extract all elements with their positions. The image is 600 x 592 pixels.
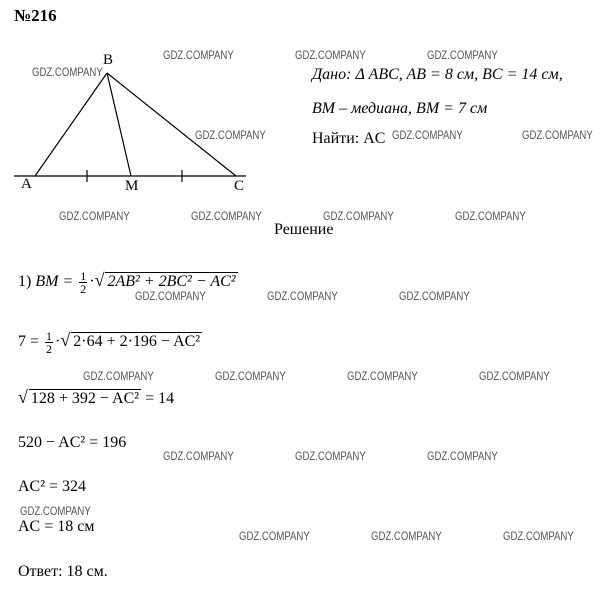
vertex-c-label: C: [234, 178, 245, 194]
step-1-denominator: 2: [80, 282, 87, 296]
vertex-a-label: A: [21, 176, 32, 192]
step-2-lhs: 7 =: [18, 333, 40, 351]
median-bm: [107, 73, 131, 176]
watermark: GDZ.COMPANY: [427, 48, 498, 62]
watermark: GDZ.COMPANY: [215, 369, 286, 383]
step-1-prefix: 1): [18, 273, 32, 291]
watermark: GDZ.COMPANY: [267, 289, 338, 303]
step-2-dot: ·: [55, 333, 61, 351]
step-1-radicand: 2AB² + 2BC² − AC²: [107, 273, 236, 291]
watermark: GDZ.COMPANY: [347, 369, 418, 383]
watermark: GDZ.COMPANY: [455, 209, 526, 223]
watermark: GDZ.COMPANY: [83, 369, 154, 383]
step-3: [18, 387, 174, 408]
step-6: AC = 18 см: [18, 518, 95, 535]
watermark: GDZ.COMPANY: [59, 209, 130, 223]
watermark: GDZ.COMPANY: [195, 128, 266, 142]
step-5: AC² = 324: [18, 478, 87, 495]
solution-heading: Решение: [274, 221, 334, 238]
sqrt-sign: √: [18, 387, 28, 407]
step-1-dot: ·: [89, 273, 95, 291]
watermark: GDZ.COMPANY: [295, 449, 366, 463]
step-2-numerator: 1: [46, 329, 53, 343]
answer: Ответ: 18 см.: [18, 563, 108, 580]
given-line-1: Дано: Δ ABC, AB = 8 см, BC = 14 см,: [312, 66, 563, 83]
watermark: GDZ.COMPANY: [371, 529, 442, 543]
step-2-radicand: 2·64 + 2·196 − AC²: [73, 333, 201, 351]
step-2-fraction: [45, 330, 53, 355]
watermark: GDZ.COMPANY: [427, 449, 498, 463]
watermark: GDZ.COMPANY: [392, 128, 463, 142]
step-4: 520 − AC² = 196: [18, 434, 127, 451]
sqrt-sign: √: [60, 330, 71, 351]
watermark: GDZ.COMPANY: [163, 449, 234, 463]
step-2: [18, 330, 202, 355]
find-line: Найти: AC: [312, 130, 386, 147]
watermark: GDZ.COMPANY: [323, 209, 394, 223]
watermark: GDZ.COMPANY: [239, 529, 310, 543]
side-ab: [35, 73, 107, 176]
step-1-numerator: 1: [80, 269, 87, 283]
step-3-rhs: = 14: [145, 390, 175, 407]
problem-number: №216: [14, 6, 57, 25]
watermark: GDZ.COMPANY: [20, 504, 91, 518]
vertex-m-label: M: [125, 178, 139, 194]
triangle-diagram: [0, 0, 300, 210]
watermark: GDZ.COMPANY: [163, 48, 234, 62]
step-1-fraction: [79, 270, 87, 295]
step-1-lhs: BM =: [35, 273, 74, 291]
step-3-radicand: 128 + 392 − AC²: [30, 390, 140, 407]
side-bc: [107, 73, 236, 176]
watermark: GDZ.COMPANY: [479, 369, 550, 383]
step-2-denominator: 2: [46, 342, 53, 356]
watermark: GDZ.COMPANY: [32, 65, 103, 79]
vertex-b-label: B: [103, 52, 114, 68]
watermark: GDZ.COMPANY: [295, 48, 366, 62]
watermark: GDZ.COMPANY: [503, 529, 574, 543]
watermark: GDZ.COMPANY: [399, 289, 470, 303]
sqrt-sign: √: [94, 270, 105, 291]
watermark: GDZ.COMPANY: [135, 289, 206, 303]
watermark: GDZ.COMPANY: [522, 128, 593, 142]
given-line-2: BM – медиана, BM = 7 см: [312, 100, 488, 117]
watermark: GDZ.COMPANY: [191, 209, 262, 223]
